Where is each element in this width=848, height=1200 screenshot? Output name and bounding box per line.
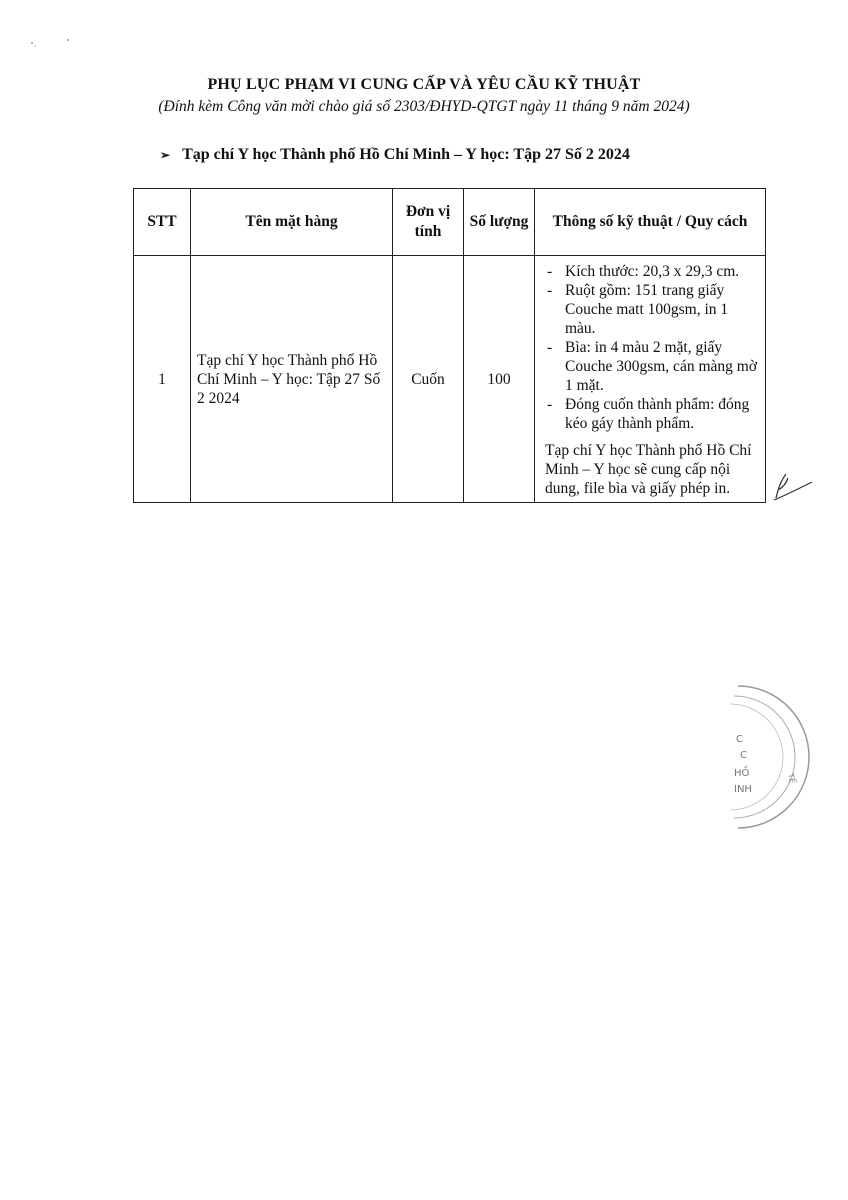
cell-quantity: 100 (464, 256, 535, 503)
official-seal-stamp (720, 682, 810, 832)
svg-text:INH: INH (734, 784, 752, 795)
svg-text:C: C (736, 734, 743, 745)
header-unit: Đơn vị tính (393, 189, 464, 256)
spec-item-cover: - Bìa: in 4 màu 2 mặt, giấy Couche 300gsm, cán màng mờ 1 mặt. (545, 338, 757, 395)
page-title: PHỤ LỤC PHẠM VI CUNG CẤP VÀ YÊU CẦU KỸ THUẬT (207, 76, 641, 93)
svg-text:TẾ: TẾ (786, 772, 797, 785)
spec-list (545, 262, 757, 433)
spec-note: Tạp chí Y học Thành phố Hồ Chí Minh – Y học sẽ cung cấp nội dung, file bìa và giấy phép in. (545, 442, 752, 497)
spec-item-size: - Kích thước: 20,3 x 29,3 cm. (545, 262, 757, 281)
spec-item-inner: - Ruột gồm: 151 trang giấy Couche matt 100gsm, in 1 màu. (545, 281, 757, 338)
cell-spec (535, 256, 766, 503)
section-heading (160, 146, 630, 164)
cell-item-name: Tạp chí Y học Thành phố Hồ Chí Minh – Y học: Tập 27 Số 2 2024 (191, 256, 393, 503)
arrow-bullet-icon: ➢ (160, 148, 171, 162)
svg-text:HỒ: HỒ (734, 768, 750, 779)
spec-item-binding: - Đóng cuốn thành phẩm: đóng kéo gáy thành phẩm. (545, 395, 757, 433)
header-spec: Thông số kỹ thuật / Quy cách (535, 189, 766, 256)
table-row (134, 256, 766, 503)
scan-specks (28, 36, 78, 50)
header-quantity: Số lượng (464, 189, 535, 256)
header-item-name: Tên mặt hàng (191, 189, 393, 256)
section-heading-text: Tạp chí Y học Thành phố Hồ Chí Minh – Y học: Tập 27 Số 2 2024 (182, 146, 630, 163)
table-header-row (134, 189, 766, 256)
cell-unit: Cuốn (393, 256, 464, 503)
page-subtitle: (Đính kèm Công văn mời chào giá số 2303/ĐHYD-QTGT ngày 11 tháng 9 năm 2024) (158, 98, 690, 115)
header-stt: STT (134, 189, 191, 256)
signature-mark (766, 468, 814, 504)
cell-stt: 1 (134, 256, 191, 503)
svg-text:C: C (740, 750, 747, 761)
specification-table (133, 188, 766, 503)
